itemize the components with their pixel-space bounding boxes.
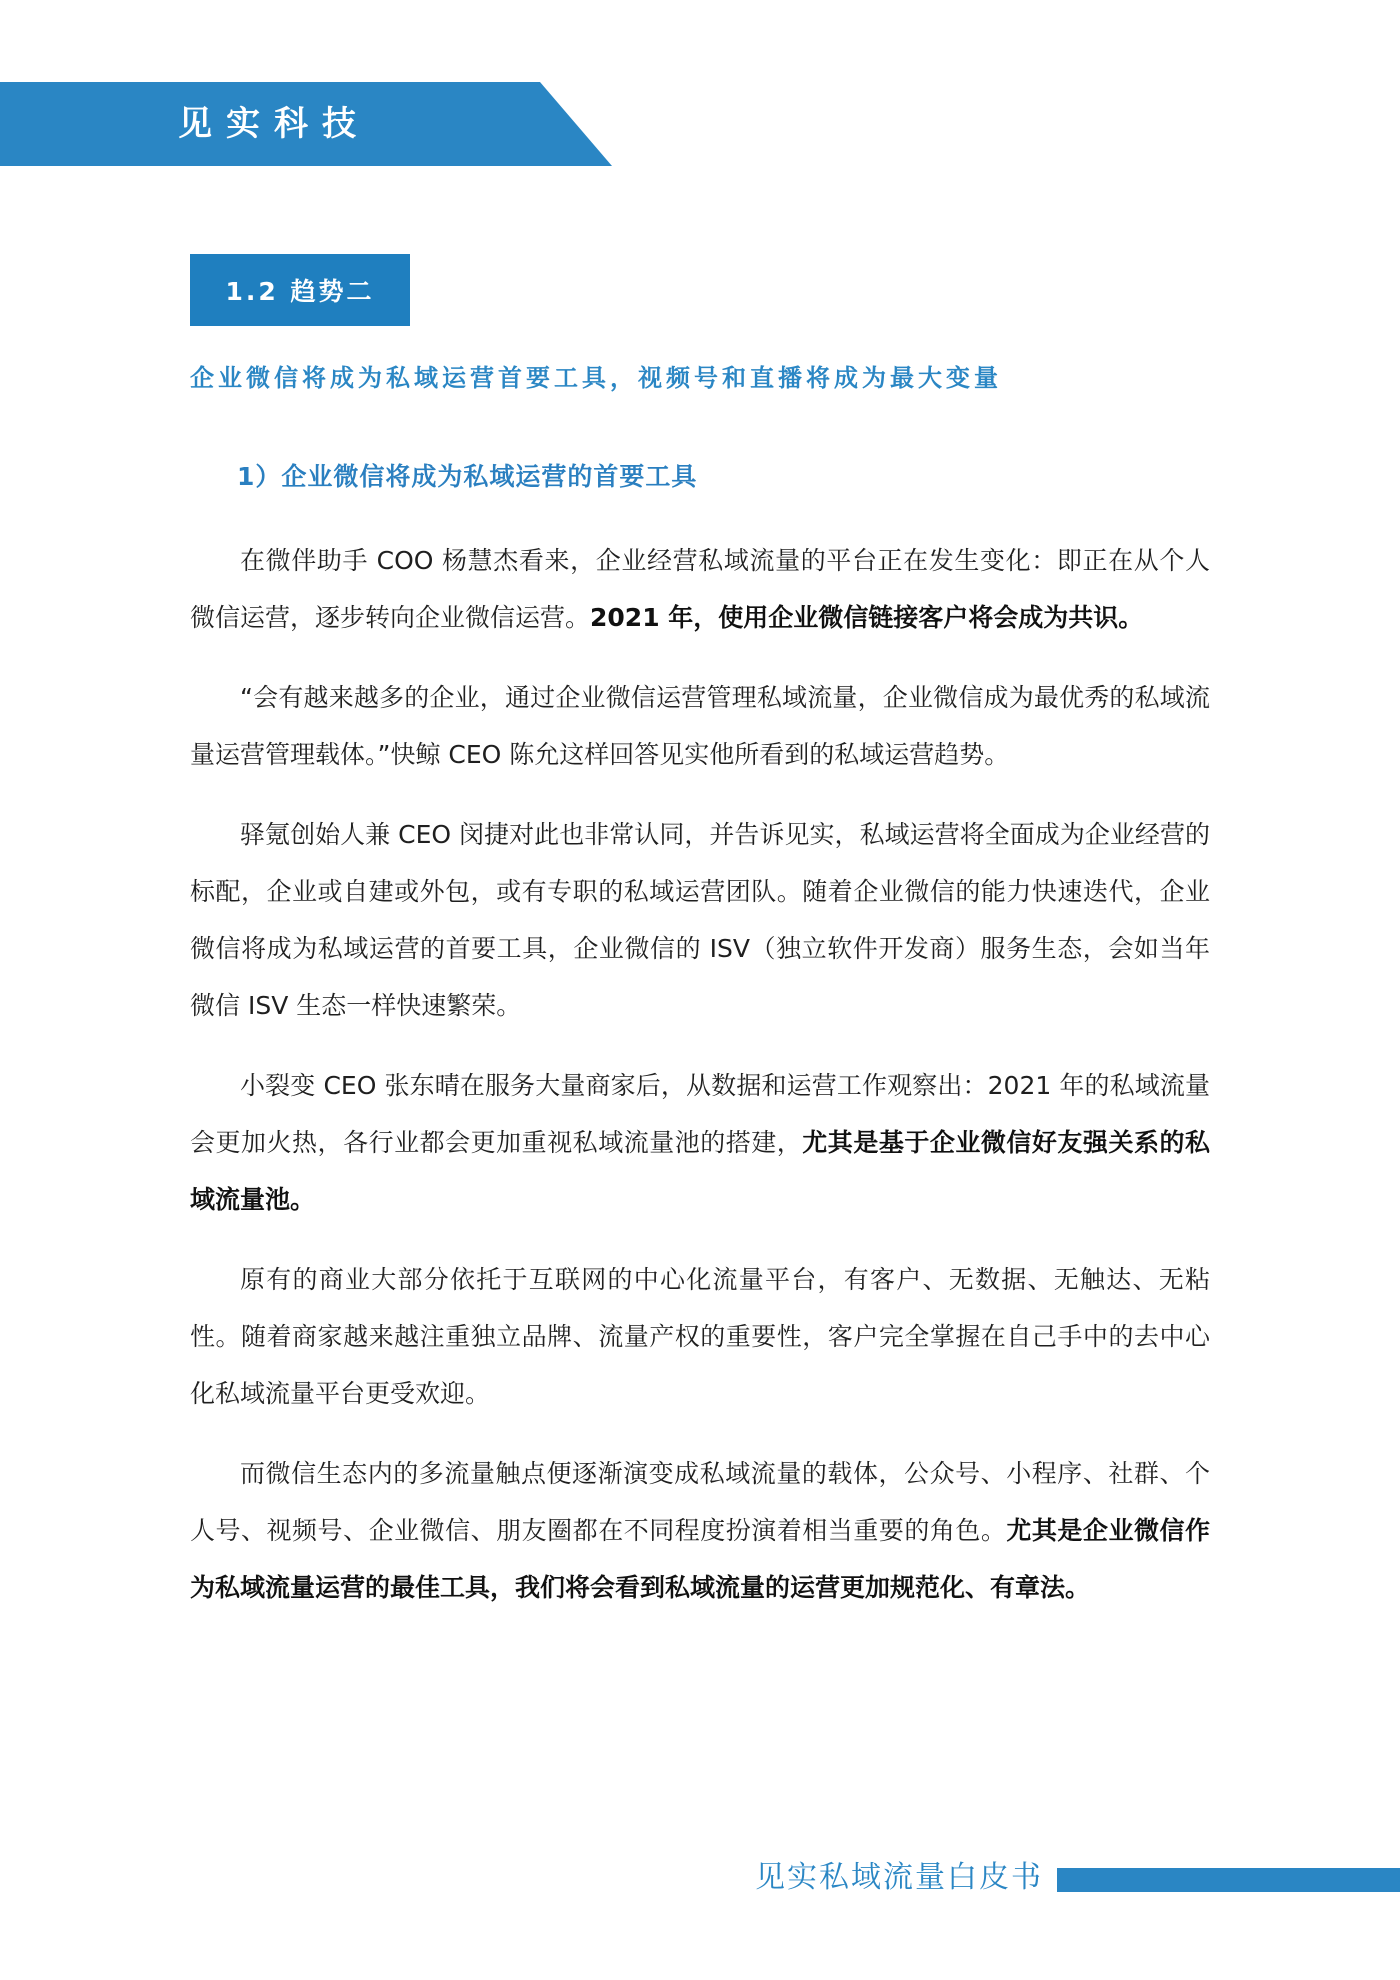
paragraph <box>190 669 1210 783</box>
footer-title: 见实私域流量白皮书 <box>755 1860 1043 1895</box>
paragraph-bold-text: 尤其是企业微信作为私域流量运营的最佳工具，我们将会看到私域流量的运营更加规范化、有章法。 <box>190 1516 1210 1602</box>
paragraph-text: 小裂变 CEO 张东晴在服务大量商家后，从数据和运营工作观察出：2021 年的私域流量会更加火热，各行业都会更加重视私域流量池的搭建， <box>190 1071 1210 1157</box>
paragraph <box>190 1057 1210 1228</box>
paragraph-text: 在微伴助手 COO 杨慧杰看来，企业经营私域流量的平台正在发生变化：即正在从个人微信运营，逐步转向企业微信运营。 <box>190 546 1210 632</box>
paragraph <box>190 532 1210 646</box>
brand-title: 见实科技 <box>178 104 370 144</box>
paragraph <box>190 806 1210 1034</box>
paragraph-bold-text: 尤其是基于企业微信好友强关系的私域流量池。 <box>190 1128 1210 1214</box>
paragraph <box>190 1251 1210 1422</box>
paragraph-text: “会有越来越多的企业，通过企业微信运营管理私域流量，企业微信成为最优秀的私域流量运营管理载体。”快鲸 CEO 陈允这样回答见实他所看到的私域运营趋势。 <box>190 683 1210 769</box>
footer-bar <box>1057 1868 1400 1892</box>
paragraph-bold-text: 2021 年，使用企业微信链接客户将会成为共识。 <box>590 603 1144 632</box>
paragraph-text: 原有的商业大部分依托于互联网的中心化流量平台，有客户、无数据、无触达、无粘性。随着商家越来越注重独立品牌、流量产权的重要性，客户完全掌握在自己手中的去中心化私域流量平台更受欢迎。 <box>190 1265 1210 1408</box>
subheading: 1）企业微信将成为私域运营的首要工具 <box>237 462 698 491</box>
section-headline: 企业微信将成为私域运营首要工具，视频号和直播将成为最大变量 <box>190 364 1002 392</box>
paragraph-text: 而微信生态内的多流量触点便逐渐演变成私域流量的载体，公众号、小程序、社群、个人号、视频号、企业微信、朋友圈都在不同程度扮演着相当重要的角色。 <box>190 1459 1210 1545</box>
article-body <box>190 532 1210 1639</box>
paragraph-text: 驿氪创始人兼 CEO 闵捷对此也非常认同，并告诉见实，私域运营将全面成为企业经营的标配，企业或自建或外包，或有专职的私域运营团队。随着企业微信的能力快速迭代，企业微信将成为私域运营的首要工具，企业微信的 ISV（独立软件开发商）服务生态，会如当年微信 ISV 生态一样快速繁荣。 <box>190 820 1210 1020</box>
paragraph <box>190 1445 1210 1616</box>
section-label: 1.2 趋势二 <box>190 254 410 326</box>
